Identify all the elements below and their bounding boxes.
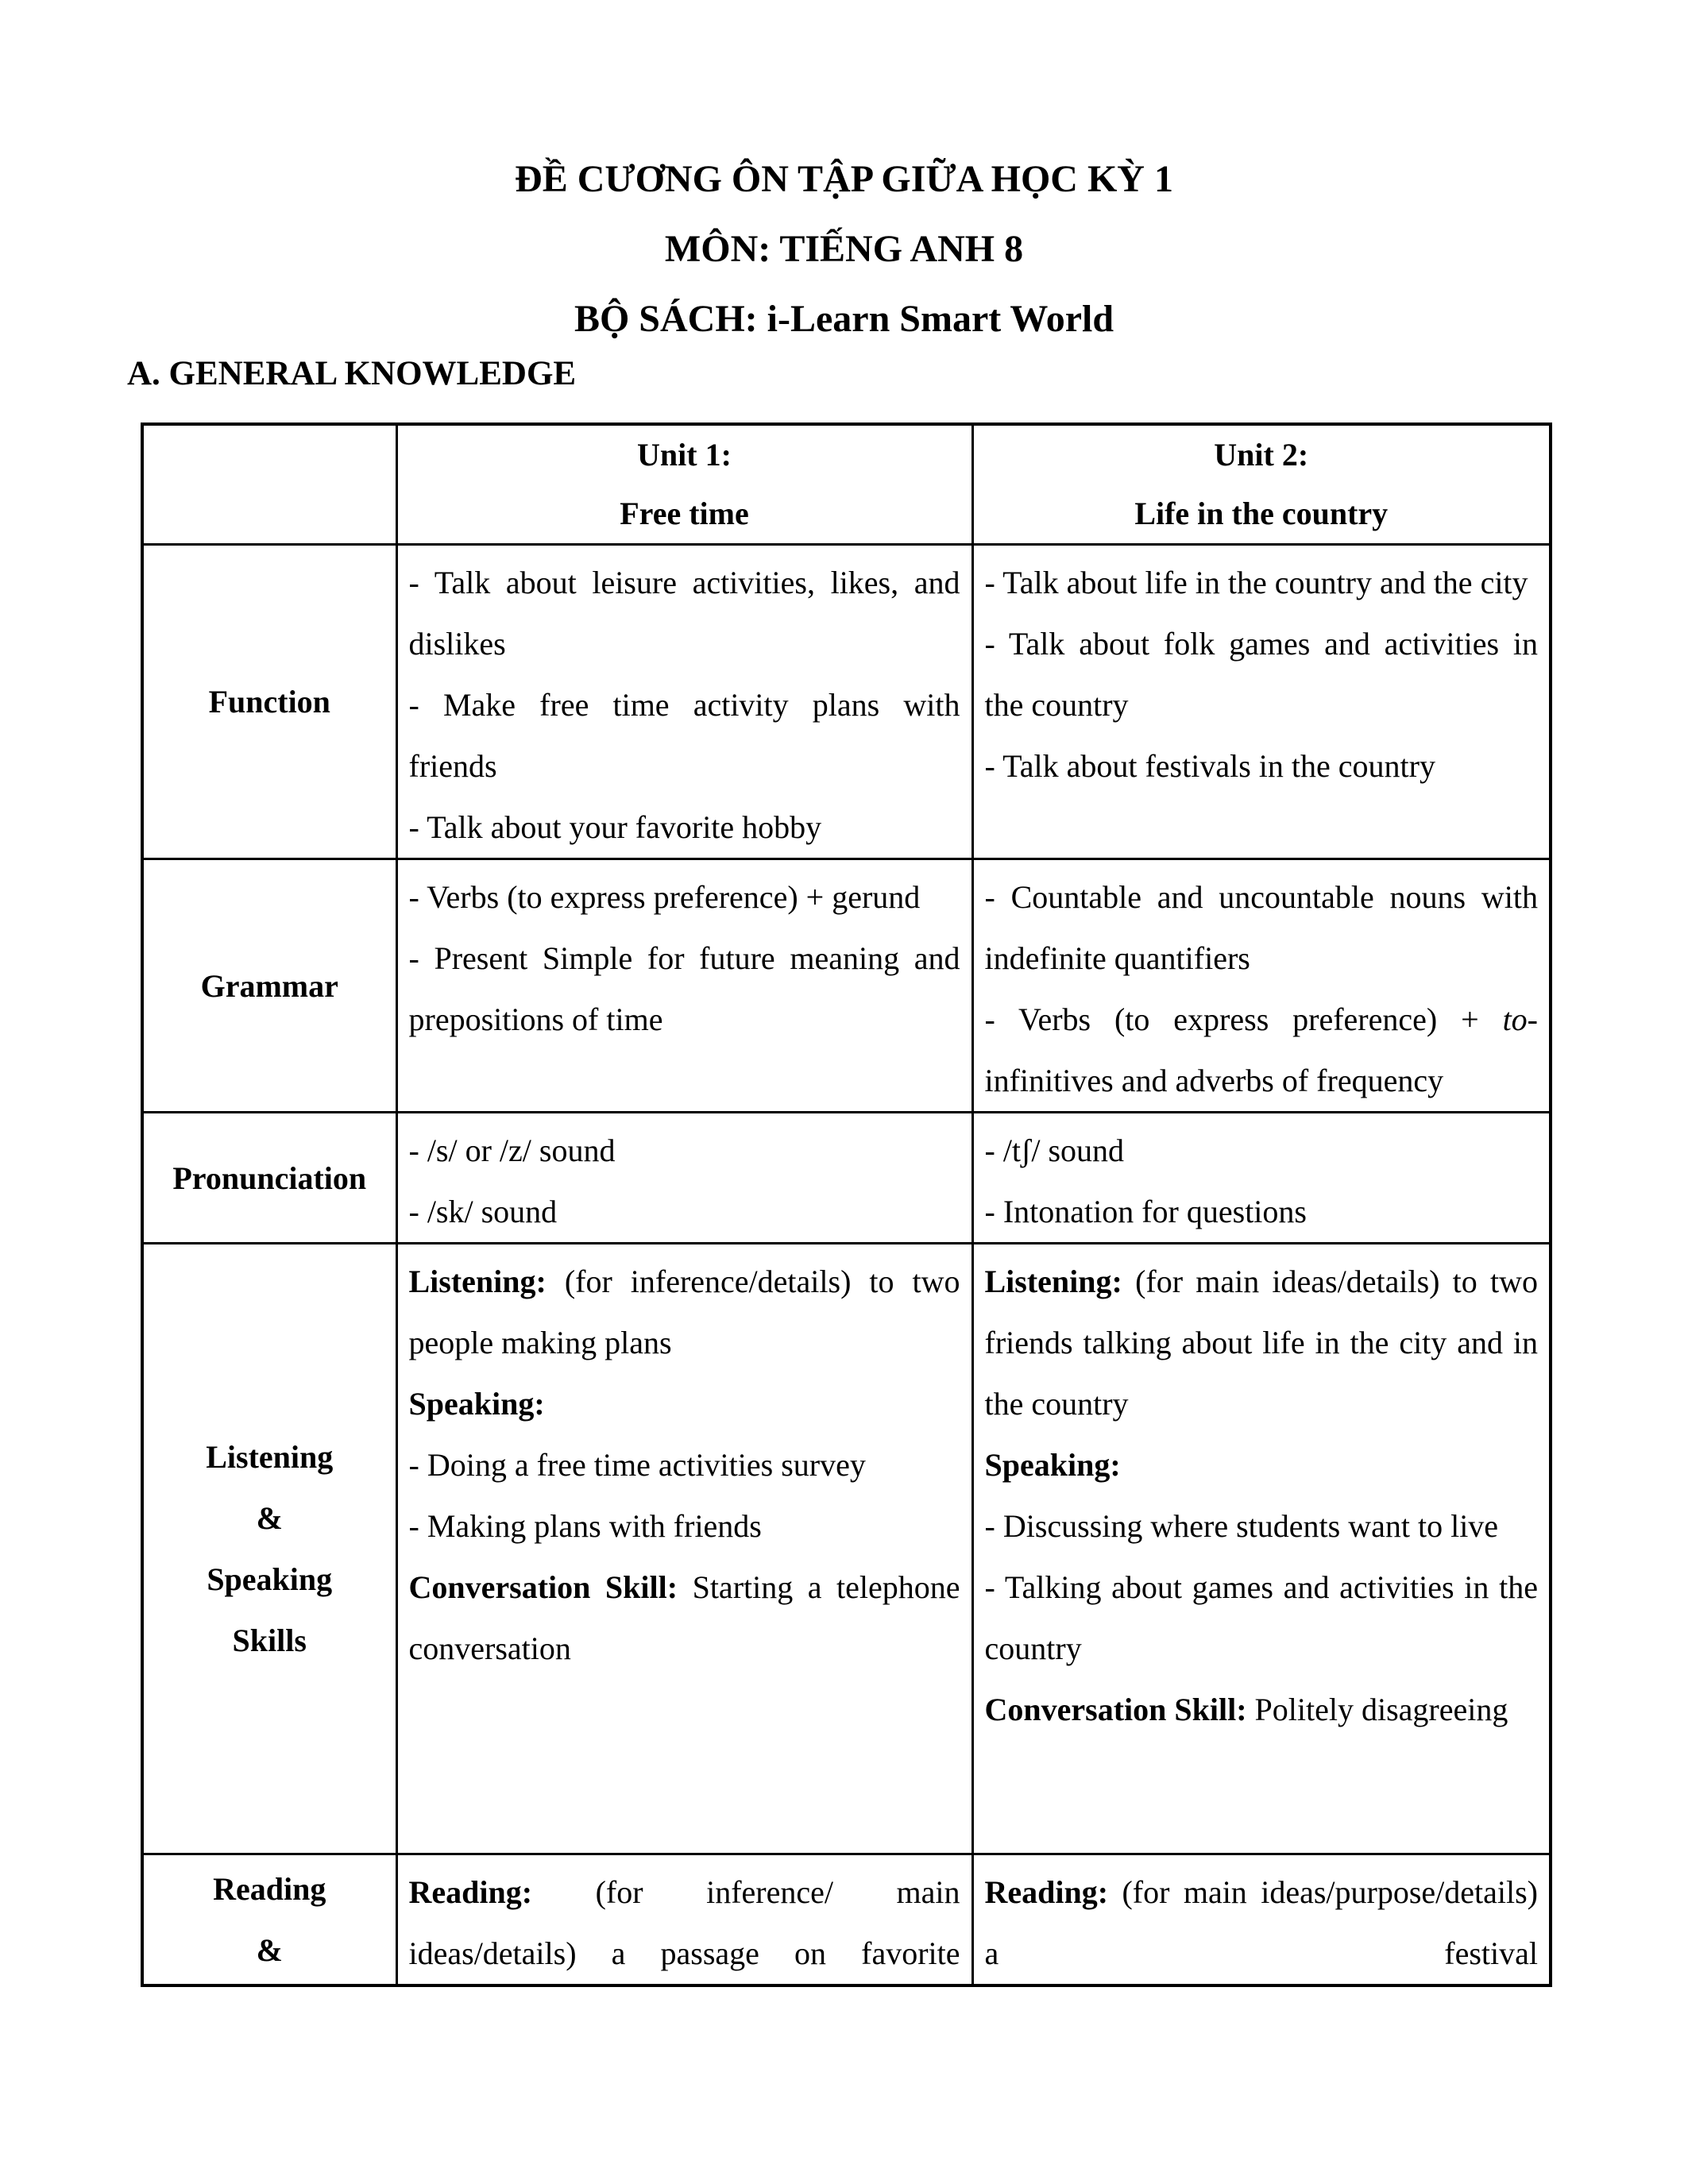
text-run: - Verbs (to express preference) + xyxy=(984,1001,1503,1037)
cell-paragraph xyxy=(985,1557,1539,1679)
table-row-pronunciation xyxy=(142,1113,1551,1244)
row-label: Reading xyxy=(213,1871,326,1907)
unit2-title: Unit 2: xyxy=(1214,437,1309,473)
row-label: Skills xyxy=(232,1623,307,1658)
text-run: - Intonation for questions xyxy=(984,1194,1307,1229)
italic-run: to- xyxy=(1502,1001,1538,1037)
text-run: - Verbs (to express preference) + gerund xyxy=(408,879,921,915)
bold-run: Speaking: xyxy=(984,1447,1121,1483)
text-run: - Countable and uncountable nouns with indefinite quantifiers xyxy=(984,879,1538,976)
table-row-grammar xyxy=(142,859,1551,1113)
unit1-subtitle: Free time xyxy=(620,496,749,531)
text-run: - Make free time activity plans with friends xyxy=(408,687,960,784)
text-run: - Talking about games and activities in the country xyxy=(984,1569,1538,1666)
page-title-line-1: ĐỀ CƯƠNG ÔN TẬP GIỮA HỌC KỲ 1 xyxy=(515,158,1173,200)
section-heading: A. GENERAL KNOWLEDGE xyxy=(127,355,577,392)
bold-run: Listening: xyxy=(408,1264,547,1299)
cell-paragraph xyxy=(985,1495,1539,1557)
page-title-line-2: MÔN: TIẾNG ANH 8 xyxy=(664,228,1024,270)
function-label-cell xyxy=(142,545,396,859)
text-run: Starting a telephone conversation xyxy=(408,1569,960,1666)
table-header-row xyxy=(142,424,1551,545)
unit1-title: Unit 1: xyxy=(637,437,732,473)
pronunciation-unit1-cell xyxy=(396,1113,972,1244)
cell-paragraph xyxy=(409,1557,960,1679)
unit2-header-cell xyxy=(972,424,1551,545)
text-run: - /sk/ sound xyxy=(408,1194,558,1229)
listening-speaking-label-cell xyxy=(142,1244,396,1854)
grammar-label-cell xyxy=(142,859,396,1113)
text-run: (for main ideas/details) to two friends talking about life in the city and in the country xyxy=(984,1264,1538,1422)
listening-speaking-unit1-cell xyxy=(396,1244,972,1854)
knowledge-table xyxy=(141,423,1552,1987)
cell-paragraph xyxy=(409,1434,960,1495)
text-run: (for inference/details) to two people making plans xyxy=(408,1264,960,1360)
text-run: - Present Simple for future meaning and prepositions of time xyxy=(408,940,960,1037)
cell-paragraph xyxy=(985,1251,1539,1434)
row-label: & xyxy=(256,1500,283,1536)
function-unit2-cell xyxy=(972,545,1551,859)
cell-paragraph xyxy=(409,1495,960,1557)
row-label: Grammar xyxy=(200,967,338,1004)
text-run: - Talk about leisure activities, likes, and dislikes xyxy=(408,565,960,662)
reading-label-cell xyxy=(142,1854,396,1986)
cell-paragraph xyxy=(985,552,1539,613)
unit2-subtitle: Life in the country xyxy=(1134,496,1389,531)
bold-run: Conversation Skill: xyxy=(984,1692,1247,1727)
cell-paragraph xyxy=(985,1120,1539,1181)
text-run: infinitives and adverbs of frequency xyxy=(984,1063,1444,1098)
cell-paragraph xyxy=(985,613,1539,735)
cell-paragraph xyxy=(409,1862,960,1984)
cell-paragraph xyxy=(985,1679,1539,1740)
text-run: - /tʃ/ sound xyxy=(984,1133,1125,1168)
text-run: (for inference/ main ideas/details) a passage on favorite xyxy=(408,1874,960,1971)
pronunciation-unit2-cell xyxy=(972,1113,1551,1244)
title-block xyxy=(0,145,1688,354)
reading-unit2-cell xyxy=(972,1854,1551,1986)
cell-paragraph xyxy=(985,866,1539,989)
cell-paragraph xyxy=(409,797,960,858)
text-run: - Doing a free time activities survey xyxy=(408,1447,866,1483)
text-run: (for main ideas/purpose/details) a festival xyxy=(984,1874,1538,1971)
row-label: & xyxy=(256,1932,283,1968)
cell-paragraph xyxy=(409,552,960,674)
reading-unit1-cell xyxy=(396,1854,972,1986)
text-run: - Talk about festivals in the country xyxy=(984,748,1435,784)
row-label: Function xyxy=(208,684,330,720)
bold-run: Reading: xyxy=(984,1874,1109,1910)
text-run: - Talk about your favorite hobby xyxy=(408,809,822,845)
corner-cell xyxy=(142,424,396,545)
cell-paragraph xyxy=(409,1120,960,1181)
text-run: Politely disagreeing xyxy=(1246,1692,1508,1727)
text-run: - /s/ or /z/ sound xyxy=(408,1133,616,1168)
cell-paragraph xyxy=(985,1434,1539,1495)
row-label: Listening xyxy=(206,1439,334,1475)
row-label: Speaking xyxy=(207,1561,333,1597)
cell-paragraph xyxy=(409,1251,960,1373)
table-row-listening-speaking xyxy=(142,1244,1551,1854)
table-row-reading xyxy=(142,1854,1551,1986)
cell-paragraph xyxy=(985,1181,1539,1242)
cell-paragraph xyxy=(409,674,960,797)
text-run: - Talk about life in the country and the city xyxy=(984,565,1528,600)
cell-paragraph xyxy=(985,989,1539,1111)
cell-paragraph xyxy=(409,866,960,928)
bold-run: Listening: xyxy=(984,1264,1122,1299)
cell-paragraph xyxy=(409,1181,960,1242)
bold-run: Speaking: xyxy=(408,1386,545,1422)
text-run: - Making plans with friends xyxy=(408,1508,762,1544)
function-unit1-cell xyxy=(396,545,972,859)
bold-run: Reading: xyxy=(408,1874,533,1910)
text-run: - Discussing where students want to live xyxy=(984,1508,1499,1544)
row-label: Pronunciation xyxy=(172,1160,367,1196)
grammar-unit2-cell xyxy=(972,859,1551,1113)
bold-run: Conversation Skill: xyxy=(408,1569,678,1605)
page-title-line-3: BỘ SÁCH: i-Learn Smart World xyxy=(574,298,1114,340)
grammar-unit1-cell xyxy=(396,859,972,1113)
unit1-header-cell xyxy=(396,424,972,545)
cell-paragraph xyxy=(985,1862,1539,1984)
listening-speaking-unit2-cell xyxy=(972,1244,1551,1854)
text-run: - Talk about folk games and activities in the country xyxy=(984,626,1538,723)
cell-paragraph xyxy=(985,735,1539,797)
cell-paragraph xyxy=(409,928,960,1050)
pronunciation-label-cell xyxy=(142,1113,396,1244)
table-row-function xyxy=(142,545,1551,859)
cell-paragraph xyxy=(409,1373,960,1434)
